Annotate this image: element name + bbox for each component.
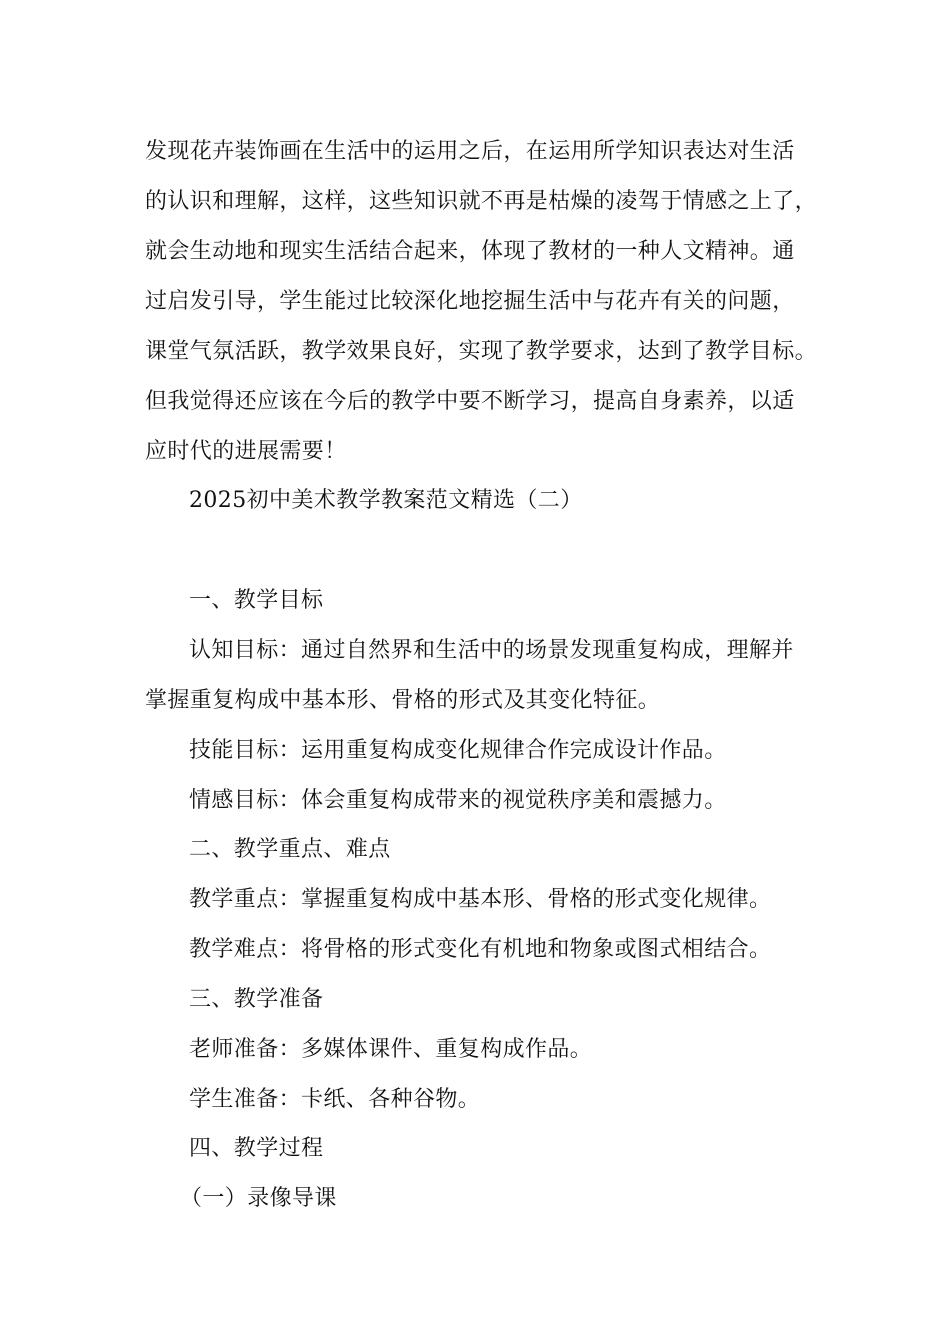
paragraph-line-7: 应时代的进展需要！ <box>145 439 347 464</box>
skill-objective: 技能目标：运用重复构成变化规律合作完成设计作品。 <box>189 738 727 763</box>
paragraph-line-5: 课堂气氛活跃，教学效果良好，实现了教学要求，达到了教学目标。 <box>145 339 818 364</box>
teaching-difficulty: 教学难点：将骨格的形式变化有机地和物象或图式相结合。 <box>189 937 772 962</box>
teaching-key-point: 教学重点：掌握重复构成中基本形、骨格的形式变化规律。 <box>189 887 772 912</box>
student-preparation: 学生准备：卡纸、各种谷物。 <box>189 1087 481 1112</box>
cognitive-objective-line-1: 认知目标：通过自然界和生活中的场景发现重复构成，理解并 <box>189 638 794 663</box>
cognitive-objective-line-2: 掌握重复构成中基本形、骨格的形式及其变化特征。 <box>145 688 661 713</box>
section-heading-objectives: 一、教学目标 <box>189 588 324 613</box>
document-title: 2025初中美术教学教案范文精选（二） <box>189 488 583 513</box>
paragraph-line-3: 就会生动地和现实生活结合起来，体现了教材的一种人文精神。通 <box>145 239 795 264</box>
process-step-1: （一）录像导课 <box>180 1186 337 1211</box>
paragraph-line-1: 发现花卉装饰画在生活中的运用之后，在运用所学知识表达对生活 <box>145 139 795 164</box>
paragraph-line-2: 的认识和理解，这样，这些知识就不再是枯燥的凌驾于情感之上了， <box>145 189 818 214</box>
section-heading-process: 四、教学过程 <box>189 1136 324 1161</box>
paragraph-line-6: 但我觉得还应该在今后的教学中要不断学习，提高自身素养，以适 <box>145 389 795 414</box>
section-heading-preparation: 三、教学准备 <box>189 987 324 1012</box>
emotion-objective: 情感目标：体会重复构成带来的视觉秩序美和震撼力。 <box>189 788 727 813</box>
paragraph-line-4: 过启发引导，学生能过比较深化地挖掘生活中与花卉有关的问题， <box>145 289 795 314</box>
section-heading-key-points: 二、教学重点、难点 <box>189 837 391 862</box>
teacher-preparation: 老师准备：多媒体课件、重复构成作品。 <box>189 1037 593 1062</box>
